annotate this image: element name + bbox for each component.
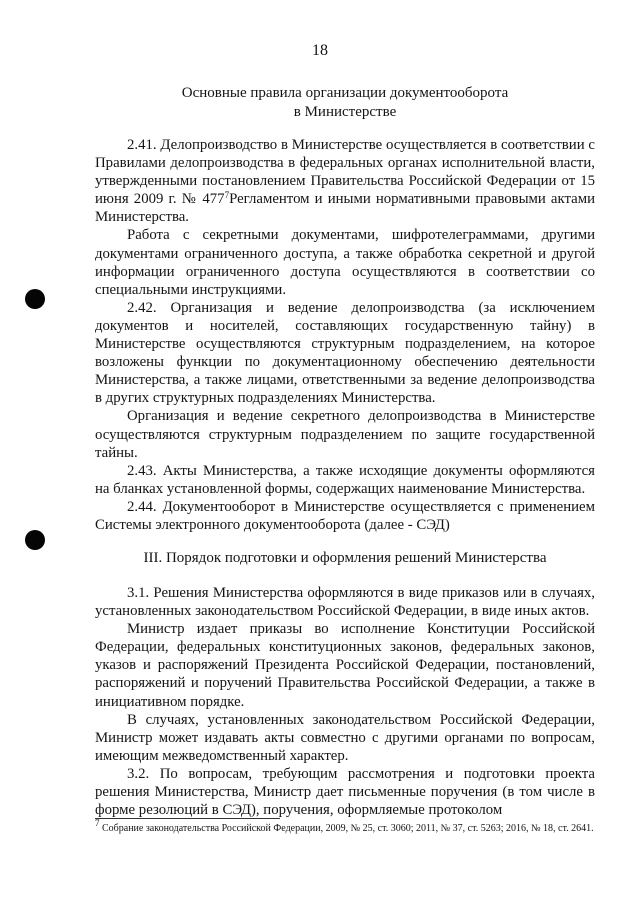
section-title: [95, 84, 595, 122]
paragraph: 2.42. Организация и ведение делопроизводства (за исключением документов и носителей, составляющих государственную тайну) в Министерстве осуществляются структурным подразделением, на которое возложены функции по документационному обеспечению деятельности Министерства, а также лицами, ответственными за ведение делопроизводства в других структурных подразделениях Министерства.: [95, 299, 595, 407]
footnote-ref: 7: [224, 190, 230, 201]
paragraph: Работа с секретными документами, шифротелеграммами, другими документами ограниченного доступа, а также обработка секретной и другой информации ограниченного доступа осуществляются в соответствии со специальными инструкциями.: [95, 227, 595, 298]
paragraph: 3.1. Решения Министерства оформляются в виде приказов или в случаях, установленных законодательством Российской Федерации, в виде иных актов.: [95, 585, 595, 620]
paragraph: Министр издает приказы во исполнение Конституции Российской Федерации, федеральных конституционных законов, федеральных законов, указов и распоряжений Президента Российской Федерации, постановлений, распоряжений и поручений Правительства Российской Федерации, а также в инициативном порядке.: [95, 621, 595, 710]
punch-hole: [25, 289, 45, 309]
chapter-title: III. Порядок подготовки и оформления решений Министерства: [143, 550, 547, 566]
footnote: [95, 818, 595, 835]
paragraph: 2.44. Документооборот в Министерстве осуществляется с применением Системы электронного документооборота (далее - СЭД): [95, 498, 595, 533]
section-title-line: в Министерстве: [293, 104, 397, 120]
paragraph: В случаях, установленных законодательством Российской Федерации, Министр может издавать акты совместно с другими органами по вопросам, имеющим межведомственный характер.: [95, 711, 595, 764]
section-title-line: Основные правила организации документооборота: [181, 85, 509, 101]
paragraph: 2.43. Акты Министерства, а также исходящие документы оформляются на бланках установленной формы, содержащих наименование Министерства.: [95, 462, 595, 497]
paragraph: 2.41. Делопроизводство в Министерстве осуществляется в соответствии с Правилами делопроизводства в федеральных органах исполнительной власти, утвержденными постановлением Правительства Российской Федерации от 15 июня 2009 г. № $477^7Регламентом$ и иными нормативными правовыми актами Министерства.: [95, 137, 595, 226]
section-body: [95, 136, 595, 534]
chapter-body: [95, 584, 595, 819]
footnote-divider: [95, 818, 280, 819]
paragraph: Организация и ведение секретного делопроизводства в Министерстве осуществляются структурным подразделением по защите государственной тайны.: [95, 408, 595, 461]
footnote-text: Собрание законодательства Российской Федерации, 2009, № 25, ст. 3060; 2011, № 37, ст. 5263; 2016, № 18, ст. 2641.: [99, 823, 594, 834]
page-number: 18: [312, 42, 328, 59]
punch-hole: [25, 530, 45, 550]
paragraph: 3.2. По вопросам, требующим рассмотрения и подготовки проекта решения Министерства, Министр дает письменные поручения (в том числе в форме резолюций в СЭД), поручения, оформляемые протоколом: [95, 765, 595, 819]
footnote-mark: 7: [95, 818, 100, 828]
